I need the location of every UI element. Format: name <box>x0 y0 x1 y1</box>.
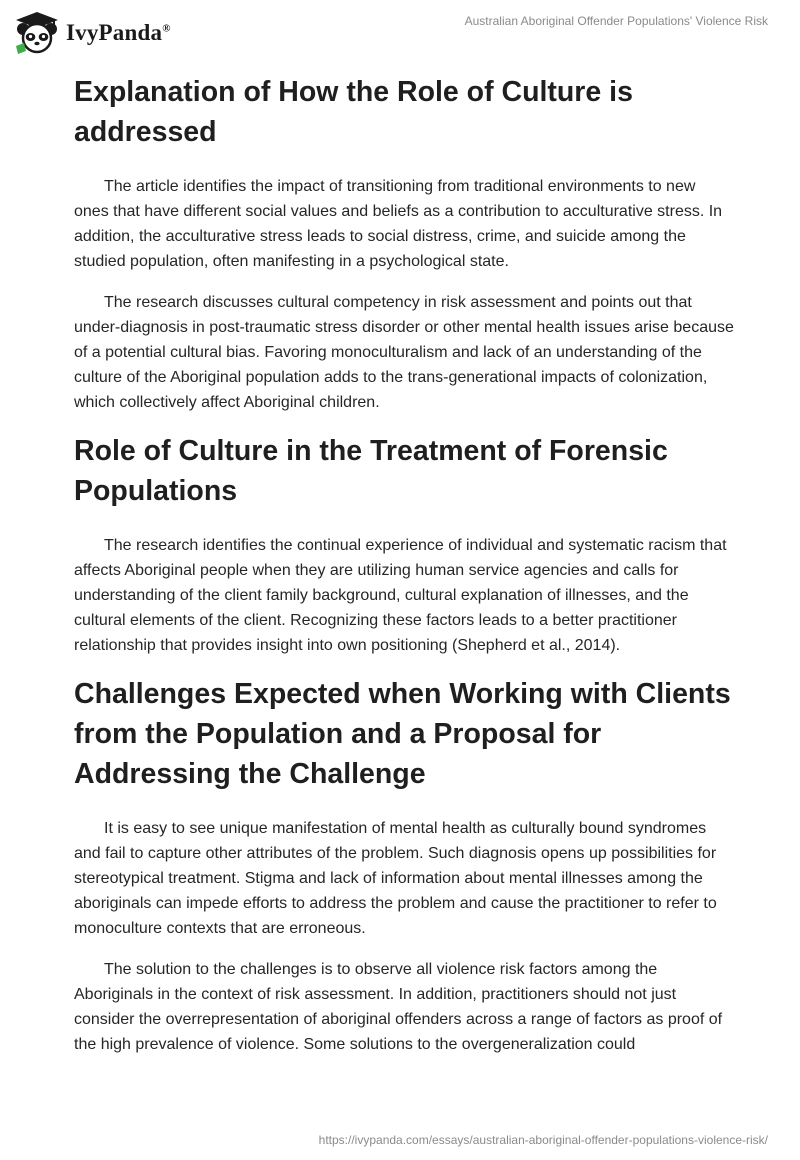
section-treatment-forensic <box>74 431 734 658</box>
section-role-of-culture <box>74 72 734 415</box>
article-body <box>74 70 734 1057</box>
source-url[interactable]: https://ivypanda.com/essays/australian-aboriginal-offender-populations-violence-risk/ <box>318 1133 768 1147</box>
paragraph: The research identifies the continual experience of individual and systematic racism that affects Aboriginal people when they are utilizing human service agencies and calls for understanding of the client family background, cultural explanation of illnesses, and the cultural elements of the client. Recognizing these factors leads to a better practitioner relationship that provides insight into own positioning (Shepherd et al., 2014). <box>74 537 727 654</box>
registered-mark: ® <box>162 22 171 35</box>
brand-name: IvyPanda <box>66 20 163 45</box>
paragraph: The article identifies the impact of transitioning from traditional environments to new ones that have different social values and beliefs as a contribution to acculturative stress. In addition, the acculturative stress leads to social distress, crime, and suicide among the studied population, often manifesting in a psychological state. <box>74 178 723 270</box>
section-challenges <box>74 674 734 1057</box>
paragraph: The research discusses cultural competency in risk assessment and points out that under-diagnosis in post-traumatic stress disorder or other mental health issues arise because of a potential cultural bias. Favoring monoculturalism and lack of an understanding of the culture of the Aboriginal population adds to the trans-generational impacts of colonization, which collectively affect Aboriginal children. <box>74 294 734 411</box>
panda-graduate-icon <box>14 10 60 56</box>
paragraph: It is easy to see unique manifestation of mental health as culturally bound syndromes and fail to capture other attributes of the problem. Such diagnosis opens up possibilities for stereotypical treatment. Stigma and lack of information about mental illnesses among the aboriginals can impede efforts to address the problem and cause the practitioner to refer to monoculture contexts that are erroneous. <box>74 820 717 937</box>
section-heading: Challenges Expected when Working with Clients from the Population and a Proposal for Addressing the Challenge <box>74 678 731 790</box>
paragraph: The solution to the challenges is to observe all violence risk factors among the Aboriginals in the context of risk assessment. In addition, practitioners should not just consider the overrepresentation of aboriginal offenders across a range of factors as proof of the high prevalence of violence. Some solutions to the overgeneralization could <box>74 961 723 1053</box>
brand-logo[interactable] <box>14 10 171 56</box>
page-header <box>0 0 800 64</box>
section-heading: Explanation of How the Role of Culture is addressed <box>74 76 633 148</box>
section-heading: Role of Culture in the Treatment of Forensic Populations <box>74 435 668 507</box>
document-title: Australian Aboriginal Offender Populations' Violence Risk <box>464 14 768 28</box>
